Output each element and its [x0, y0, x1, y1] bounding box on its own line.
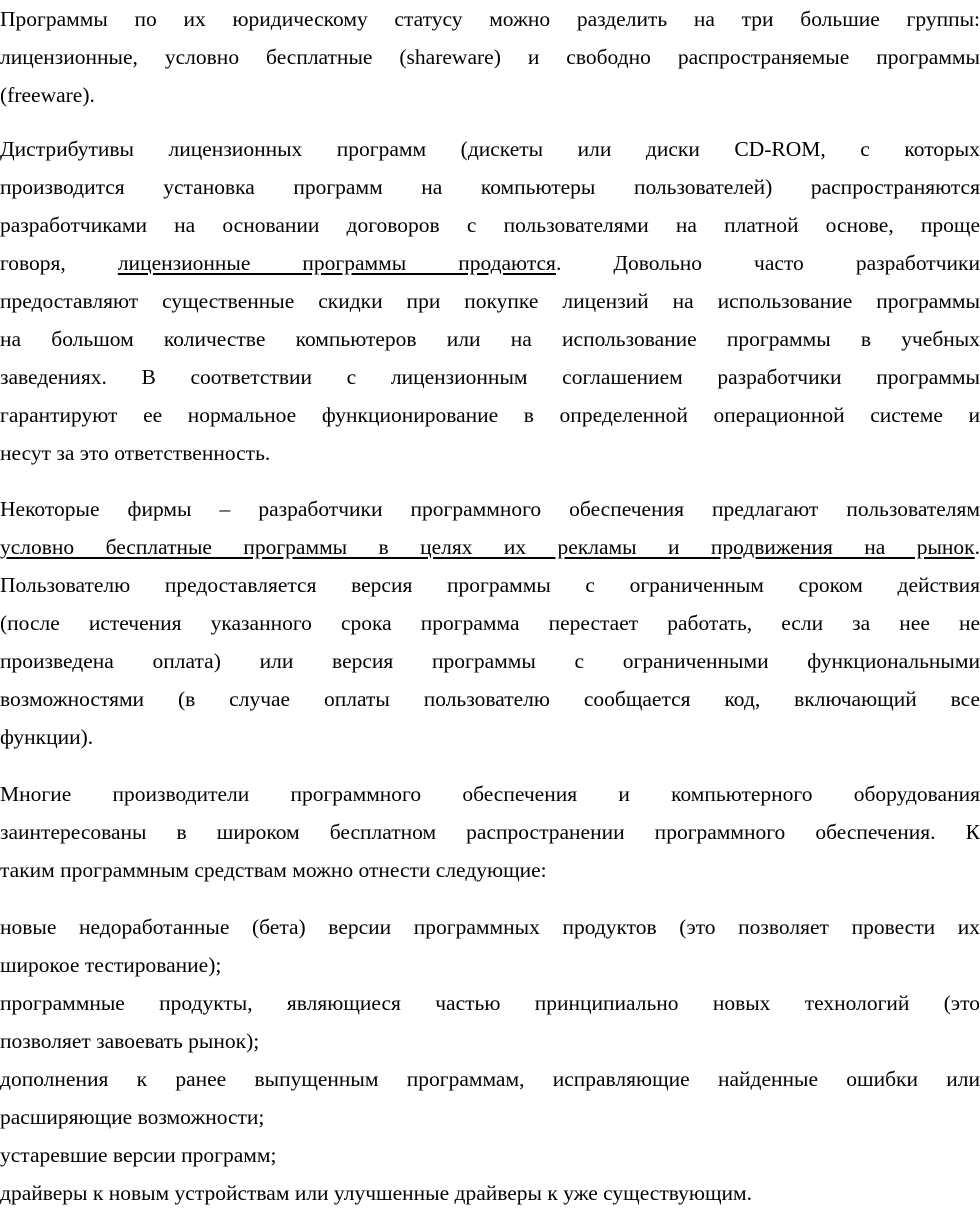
list-item: программные продукты, являющиеся частью принципиально новых технологий (это [0, 991, 980, 1015]
text-line: (после истечения указанного срока программа перестает работать, если за нее не [0, 611, 980, 635]
text-line: возможностями (в случае оплаты пользователю сообщается код, включающий все [0, 687, 980, 711]
list-item: новые недоработанные (бета) версии программных продуктов (это позволяет провести их [0, 915, 980, 939]
text-line: Программы по их юридическому статусу можно разделить на три большие группы: [0, 7, 980, 31]
text-line: Пользователю предоставляется версия программы с ограниченным сроком действия [0, 573, 980, 597]
list-item: дополнения к ранее выпущенным программам, исправляющие найденные ошибки или [0, 1067, 980, 1091]
underlined-phrase: условно бесплатные программы в целях их рекламы и продвижения на рынок [0, 535, 975, 559]
text-line: (freeware). [0, 83, 95, 107]
text-segment: говоря, [0, 251, 118, 275]
list-item: устаревшие версии программ; [0, 1143, 277, 1167]
text-line: заведениях. В соответствии с лицензионным соглашением разработчики программы [0, 365, 980, 389]
text-line: разработчиками на основании договоров с пользователями на платной основе, проще [0, 213, 980, 237]
text-line: на большом количестве компьютеров или на использование программы в учебных [0, 327, 980, 351]
text-line: несут за это ответственность. [0, 441, 271, 465]
text-line: гарантируют ее нормальное функционирование в определенной операционной системе и [0, 403, 980, 427]
underlined-phrase: лицензионные программы продаются [117, 251, 556, 275]
list-item: расширяющие возможности; [0, 1105, 265, 1129]
text-line: производится установка программ на компьютеры пользователей) распространяются [0, 175, 980, 199]
text-line: таким программным средствам можно отнести следующие: [0, 858, 547, 882]
text-line: Многие производители программного обеспечения и компьютерного оборудования [0, 782, 980, 806]
text-line: предоставляют существенные скидки при покупке лицензий на использование программы [0, 289, 980, 313]
text-line: функции). [0, 725, 94, 749]
text-line [0, 528, 980, 566]
text-segment: . [974, 535, 980, 559]
text-line: Некоторые фирмы – разработчики программного обеспечения предлагают пользователям [0, 497, 980, 521]
text-line: Дистрибутивы лицензионных программ (дискеты или диски CD-ROM, с которых [0, 137, 980, 161]
text-line [0, 244, 980, 282]
list-item: драйверы к новым устройствам или улучшенные драйверы к уже существующим. [0, 1181, 753, 1205]
list-item: широкое тестирование); [0, 953, 222, 977]
list-item: позволяет завоевать рынок); [0, 1029, 260, 1053]
text-segment: . Довольно часто разработчики [555, 251, 980, 275]
text-line: лицензионные, условно бесплатные (shareware) и свободно распространяемые программы [0, 45, 980, 69]
text-line: произведена оплата) или версия программы с ограниченными функциональными [0, 649, 980, 673]
text-line: заинтересованы в широком бесплатном распространении программного обеспечения. К [0, 820, 980, 844]
